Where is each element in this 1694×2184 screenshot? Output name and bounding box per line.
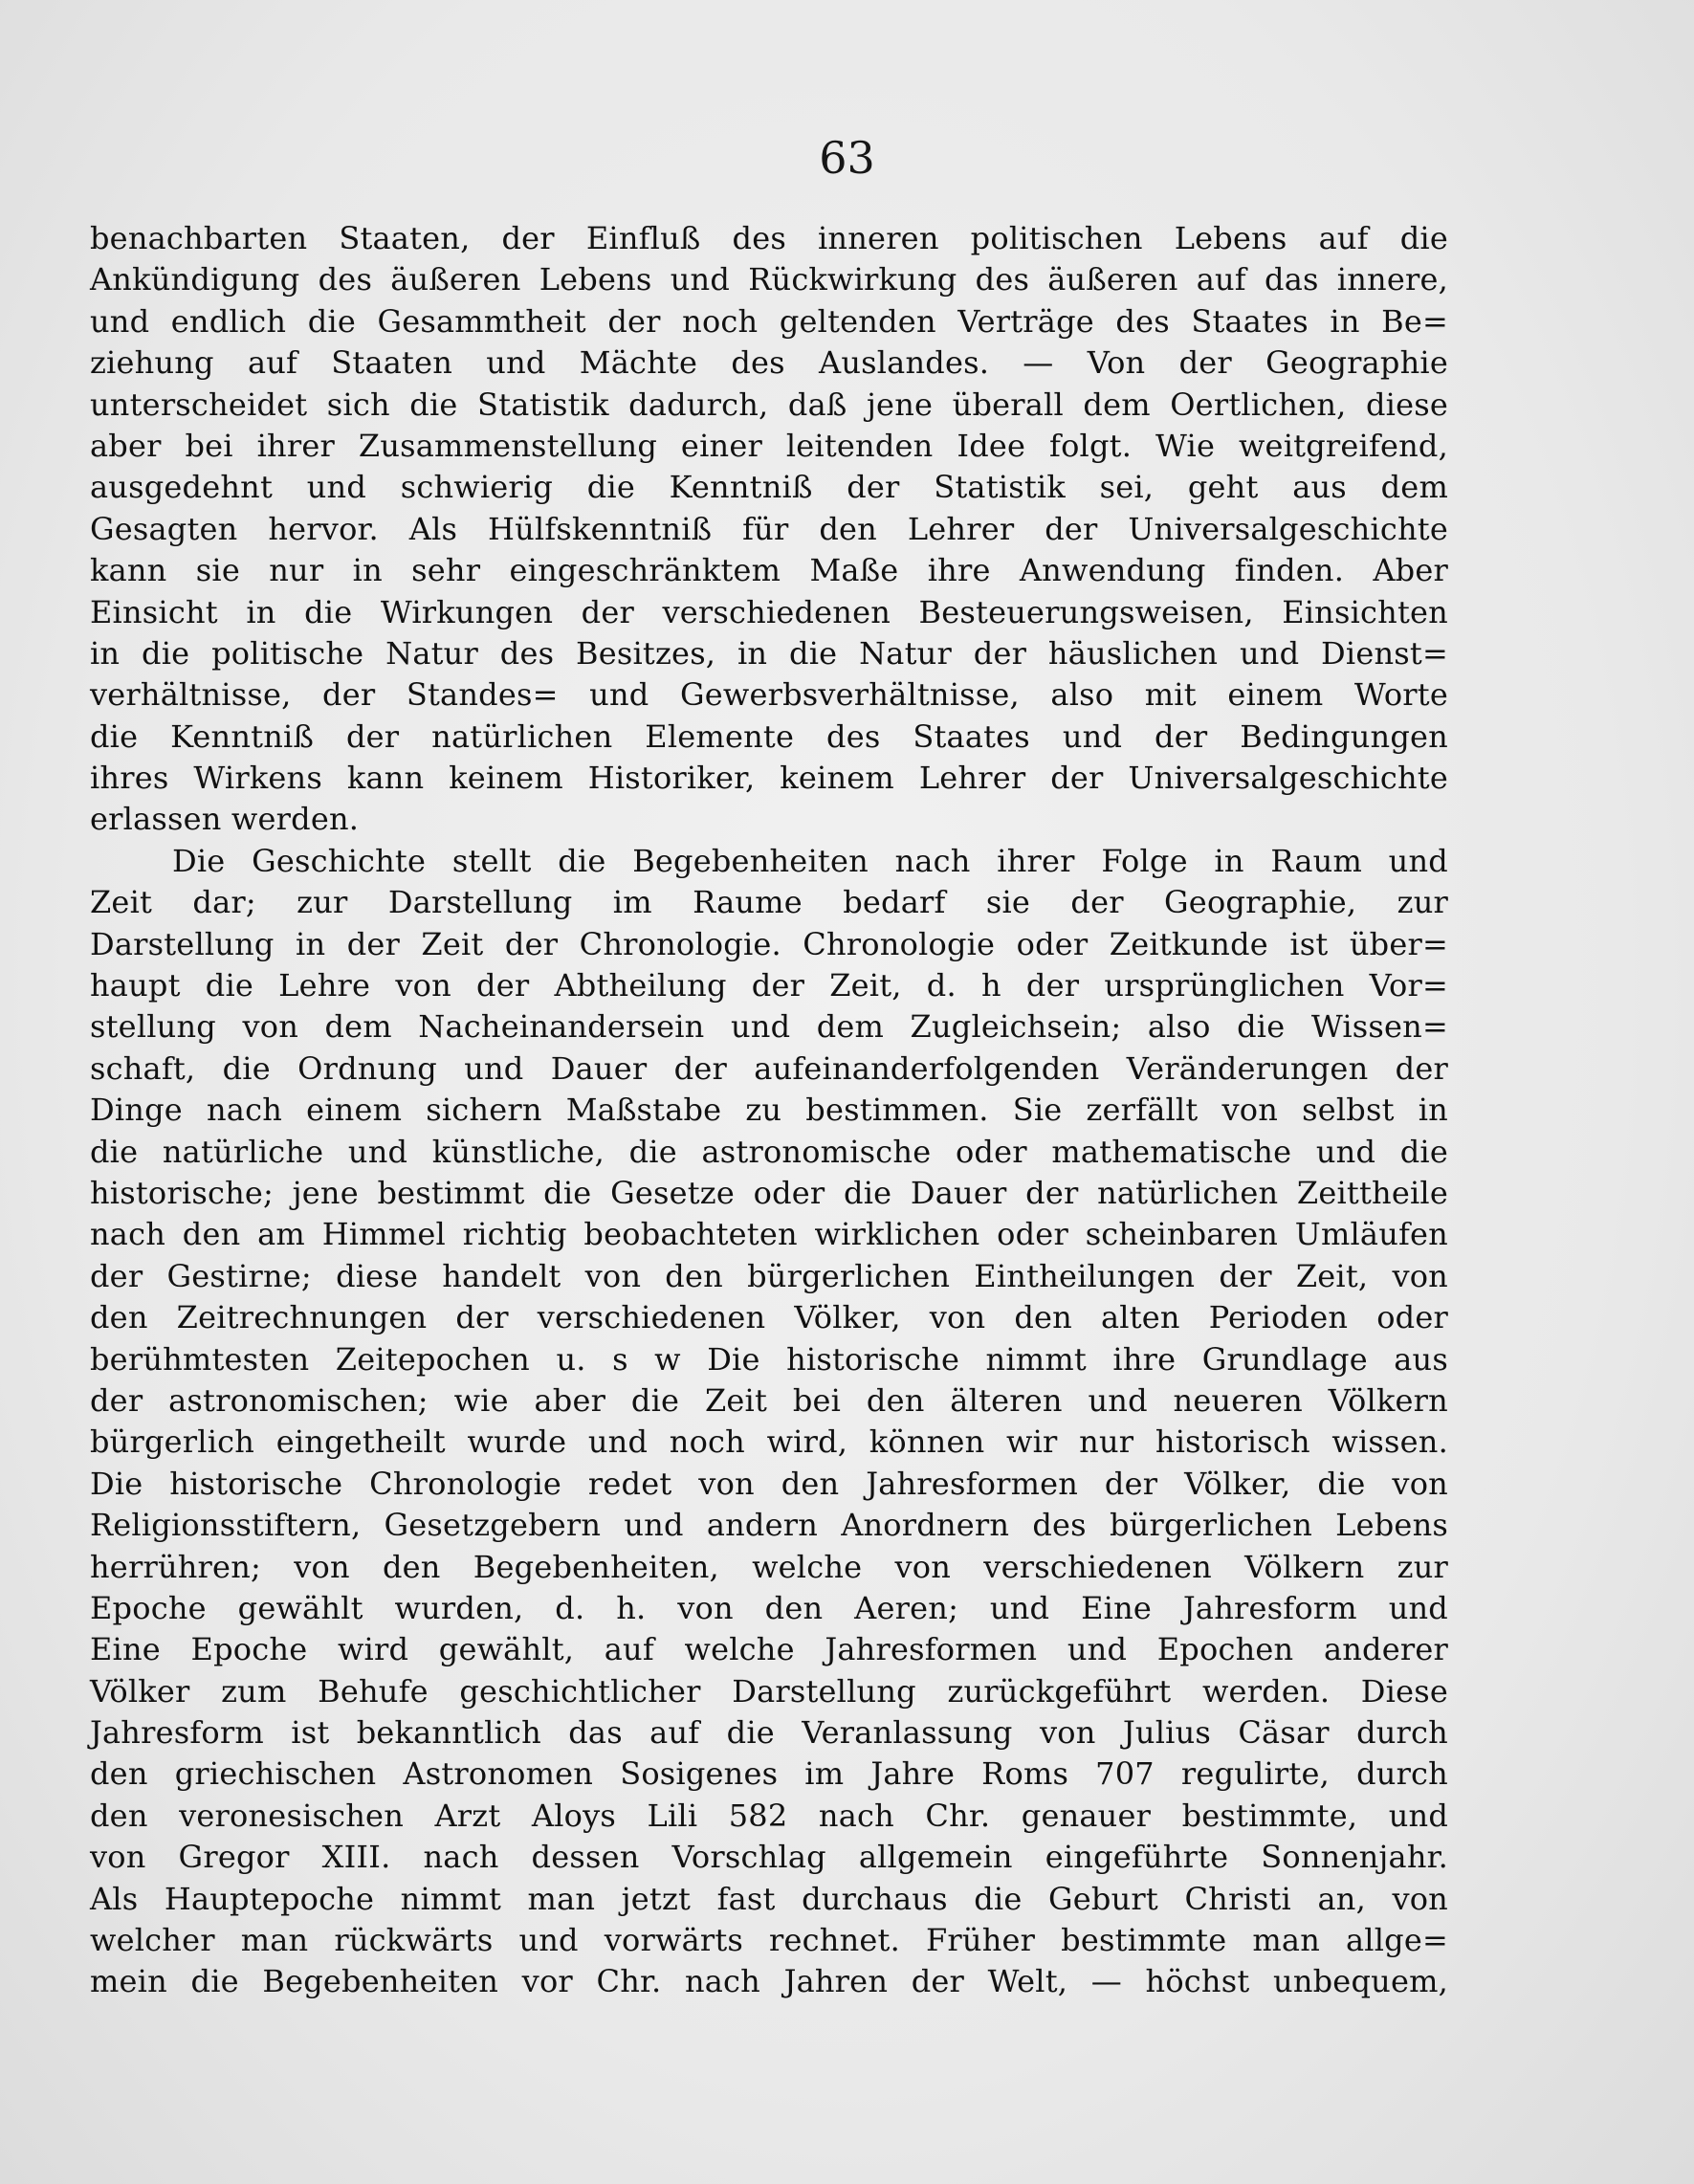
text-line: ziehung auf Staaten und Mächte des Auslandes. — Von der Geographie	[90, 344, 1448, 382]
text-line: den Zeitrechnungen der verschiedenen Völker, von den alten Perioden oder	[90, 1299, 1448, 1336]
text-line: Darstellung in der Zeit der Chronologie. Chronologie oder Zeitkunde ist über=	[90, 925, 1448, 962]
text-line: und endlich die Gesammtheit der noch geltenden Verträge des Staates in Be=	[90, 302, 1448, 340]
text-line: Als Hauptepoche nimmt man jetzt fast durchaus die Geburt Christi an, von	[90, 1880, 1448, 1917]
text-line: herrühren; von den Begebenheiten, welche von verschiedenen Völkern zur	[90, 1548, 1448, 1585]
text-line: Einsicht in die Wirkungen der verschiedenen Besteuerungsweisen, Einsichten	[90, 593, 1448, 630]
text-line: den veronesischen Arzt Aloys Lili 582 nach Chr. genauer bestimmte, und	[90, 1797, 1448, 1834]
text-line: Religionsstiftern, Gesetzgebern und andern Anordnern des bürgerlichen Lebens	[90, 1507, 1448, 1544]
text-line: historische; jene bestimmt die Gesetze oder die Dauer der natürlichen Zeittheile	[90, 1174, 1448, 1211]
text-line: berühmtesten Zeitepochen u. s w Die historische nimmt ihre Grundlage aus	[90, 1340, 1448, 1378]
text-line: der astronomischen; wie aber die Zeit bei den älteren und neueren Völkern	[90, 1381, 1448, 1419]
text-line: von Gregor XIII. nach dessen Vorschlag allgemein eingeführte Sonnenjahr.	[90, 1839, 1448, 1876]
text-line: Epoche gewählt wurden, d. h. von den Aeren; und Eine Jahresform und	[90, 1589, 1448, 1626]
text-line: Gesagten hervor. Als Hülfskenntniß für den Lehrer der Universalgeschichte	[90, 510, 1448, 547]
text-line: Eine Epoche wird gewählt, auf welche Jahresformen und Epochen anderer	[90, 1631, 1448, 1668]
text-line: Zeit dar; zur Darstellung im Raume bedarf sie der Geographie, zur	[90, 884, 1448, 921]
text-line: nach den am Himmel richtig beobachteten wirklichen oder scheinbaren Umläufen	[90, 1216, 1448, 1253]
text-line: benachbarten Staaten, der Einfluß des inneren politischen Lebens auf die	[90, 220, 1448, 256]
page-number: 63	[819, 132, 875, 184]
text-line: aber bei ihrer Zusammenstellung einer leitenden Idee folgt. Wie weitgreifend,	[90, 427, 1448, 464]
text-line: stellung von dem Nacheinandersein und dem Zugleichsein; also die Wissen=	[90, 1008, 1448, 1046]
text-line: Jahresform ist bekanntlich das auf die Veranlassung von Julius Cäsar durch	[90, 1714, 1448, 1752]
body-text	[90, 218, 1448, 2003]
text-line: Ankündigung des äußeren Lebens und Rückwirkung des äußeren auf das innere,	[90, 261, 1448, 298]
text-line: Die historische Chronologie redet von den Jahresformen der Völker, die von	[90, 1465, 1448, 1502]
text-line: ihres Wirkens kann keinem Historiker, keinem Lehrer der Universalgeschichte	[90, 760, 1448, 797]
text-line: welcher man rückwärts und vorwärts rechnet. Früher bestimmte man allge=	[90, 1922, 1448, 1959]
text-line: mein die Begebenheiten vor Chr. nach Jahren der Welt, — höchst unbequem,	[90, 1963, 1448, 2000]
text-line: den griechischen Astronomen Sosigenes im Jahre Roms 707 regulirte, durch	[90, 1755, 1448, 1793]
paragraph-start-line: Die Geschichte stellt die Begebenheiten nach ihrer Folge in Raum und	[172, 842, 1448, 879]
text-line: Völker zum Behufe geschichtlicher Darstellung zurückgeführt werden. Diese	[90, 1672, 1448, 1710]
paragraph-end-line: erlassen werden.	[90, 801, 360, 838]
text-line: der Gestirne; diese handelt von den bürgerlichen Eintheilungen der Zeit, von	[90, 1257, 1448, 1294]
text-line: haupt die Lehre von der Abtheilung der Zeit, d. h der ursprünglichen Vor=	[90, 967, 1448, 1004]
text-line: verhältnisse, der Standes= und Gewerbsverhältnisse, also mit einem Worte	[90, 676, 1448, 714]
text-line: die natürliche und künstliche, die astronomische oder mathematische und die	[90, 1133, 1448, 1170]
text-line: schaft, die Ordnung und Dauer der aufeinanderfolgenden Veränderungen der	[90, 1049, 1448, 1087]
text-line: ausgedehnt und schwierig die Kenntniß der Statistik sei, geht aus dem	[90, 469, 1448, 506]
text-line: kann sie nur in sehr eingeschränktem Maße ihre Anwendung finden. Aber	[90, 552, 1448, 589]
text-line: in die politische Natur des Besitzes, in die Natur der häuslichen und Dienst=	[90, 634, 1448, 672]
text-line: unterscheidet sich die Statistik dadurch, daß jene überall dem Oertlichen, diese	[90, 386, 1448, 423]
text-line: Dinge nach einem sichern Maßstabe zu bestimmen. Sie zerfällt von selbst in	[90, 1092, 1448, 1129]
text-line: bürgerlich eingetheilt wurde und noch wird, können wir nur historisch wissen.	[90, 1423, 1448, 1461]
text-line: die Kenntniß der natürlichen Elemente des Staates und der Bedingungen	[90, 717, 1448, 755]
